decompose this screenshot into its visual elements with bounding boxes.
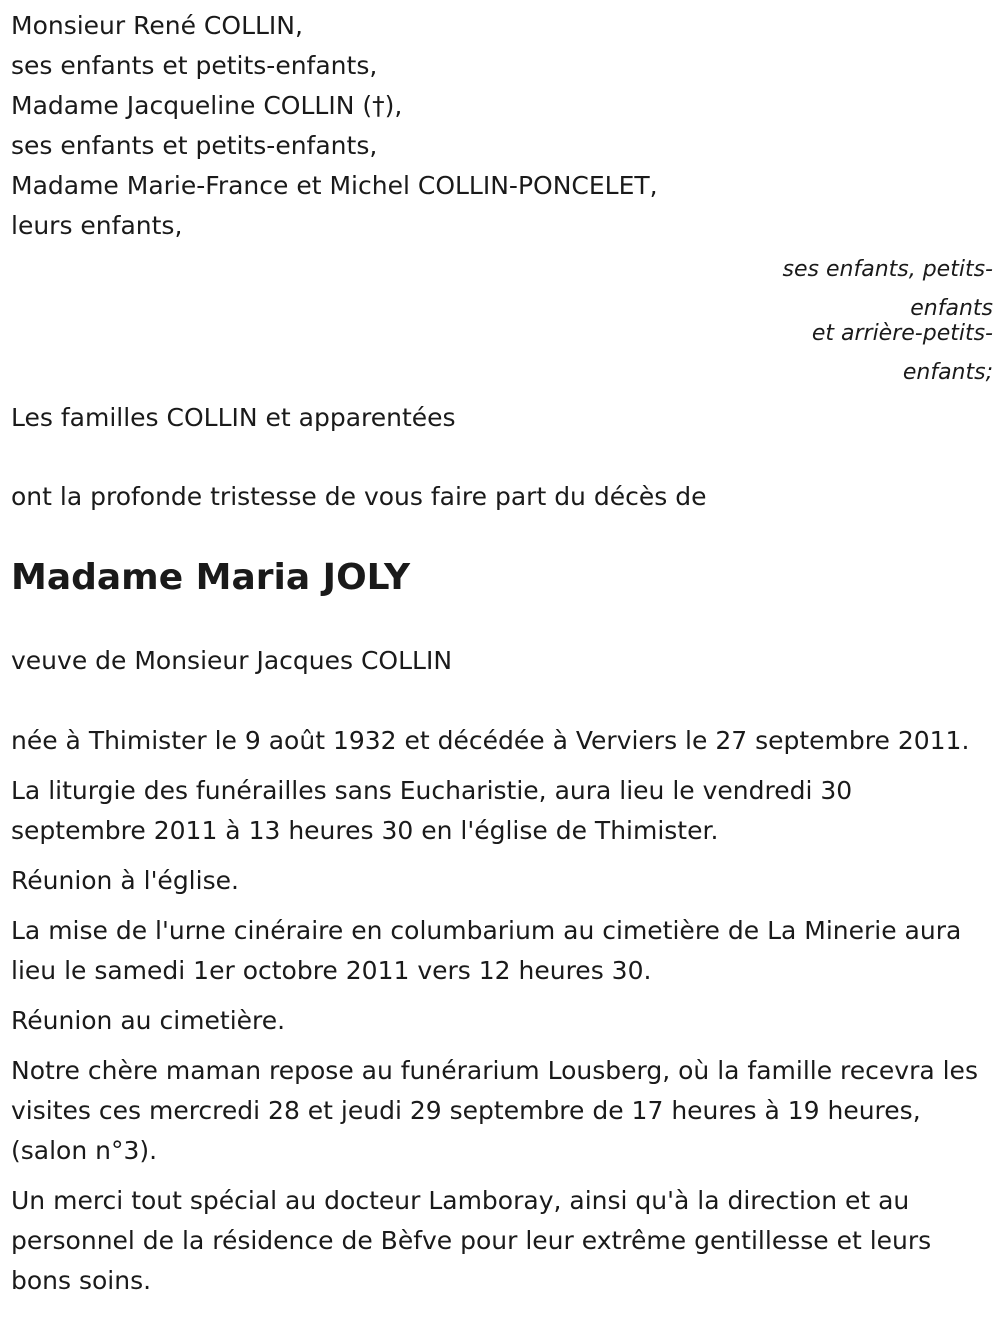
header-lines — [11, 6, 993, 246]
meeting-cemetery-paragraph: Réunion au cimetière. — [11, 1006, 286, 1035]
header-line: leurs enfants, — [11, 211, 183, 240]
birth-death-paragraph: née à Thimister le 9 août 1932 et décédée à Verviers le 27 septembre 2011. — [11, 726, 970, 755]
thanks-paragraph: Un merci tout spécial au docteur Lamboray, ainsi qu'à la direction et au personnel de la résidence de Bèfve pour leur extrême gentillesse et leurs bons soins. — [11, 1186, 932, 1295]
right-note-line: et arrière-petits- — [811, 321, 993, 346]
right-note-second — [11, 314, 993, 392]
header-line: Madame Marie-France et Michel COLLIN-PONCELET, — [11, 171, 658, 200]
right-note-line: enfants; — [902, 360, 993, 385]
announcement-line: ont la profonde tristesse de vous faire part du décès de — [11, 482, 707, 511]
urn-paragraph: La mise de l'urne cinéraire en columbarium au cimetière de La Minerie aura lieu le samedi 1er octobre 2011 vers 12 heures 30. — [11, 916, 962, 985]
header-line: ses enfants et petits-enfants, — [11, 51, 378, 80]
families-line: Les familles COLLIN et apparentées — [11, 403, 456, 432]
widow-line: veuve de Monsieur Jacques COLLIN — [11, 646, 453, 675]
deceased-name: Madame Maria JOLY — [11, 557, 411, 598]
funeral-paragraph: La liturgie des funérailles sans Eucharistie, aura lieu le vendredi 30 septembre 2011 à 13 heures 30 en l'église de Thimister. — [11, 776, 853, 845]
header-line: ses enfants et petits-enfants, — [11, 131, 378, 160]
visits-paragraph: Notre chère maman repose au funérarium Lousberg, où la famille recevra les visites ces mercredi 28 et jeudi 29 septembre de 17 heures à 19 heures, (salon n°3). — [11, 1056, 978, 1165]
right-note-line: ses enfants, petits- — [782, 257, 993, 282]
header-line: Monsieur René COLLIN, — [11, 11, 303, 40]
right-note-line: enfants — [910, 296, 993, 321]
meeting-church-paragraph: Réunion à l'église. — [11, 866, 239, 895]
obituary-notice — [11, 6, 993, 1301]
header-line: Madame Jacqueline COLLIN (†), — [11, 91, 403, 120]
